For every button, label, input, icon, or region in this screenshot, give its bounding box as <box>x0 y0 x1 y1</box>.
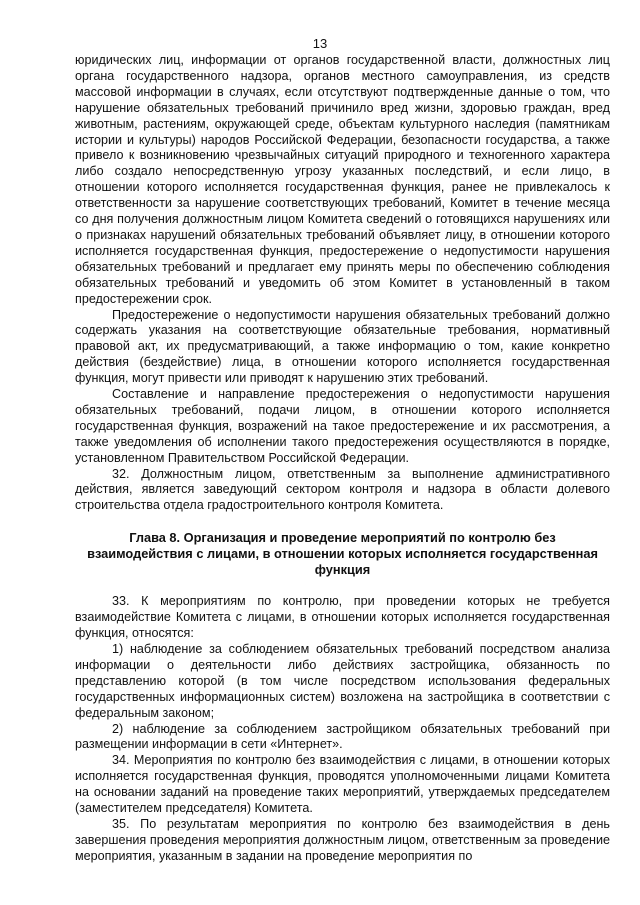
paragraph-33-item-1: 1) наблюдение за соблюдением обязательных требований посредством анализа информации о деятельности либо действиях застройщика, обязанность по представлению которой (в том числе посредством использования федеральных государственных информационных систем) возложена на застройщика в соответствии с федеральным законом; <box>75 642 610 720</box>
page-number: 13 <box>312 36 328 51</box>
paragraph-33-item-2: 2) наблюдение за соблюдением застройщиком обязательных требований при размещении информации в сети «Интернет». <box>75 721 610 752</box>
paragraph-warning-content: Предостережение о недопустимости нарушения обязательных требований должно содержать указания на соответствующие обязательные требования, нормативный правовой акт, их предусматривающий, а также информацию о том, какие конкретно действия (бездействие) лица, в отношении которого исполняется государственная функция, могут привести или приводят к нарушению этих требований. <box>75 307 610 386</box>
chapter-8-heading: Глава 8. Организация и проведение мероприятий по контролю без взаимодействия с лицами, в отношении которых исполняется государственная функция <box>87 530 598 578</box>
paragraph-33: 33. К мероприятиям по контролю, при проведении которых не требуется взаимодействие Комитета с лицами, в отношении которых исполняется государственная функция, относятся: <box>75 594 610 641</box>
paragraph-warning-procedure: Составление и направление предостережения о недопустимости нарушения обязательных требований, подачи лицом, в отношении которого исполняется государственная функция, возражений на такое предостережение и их рассмотрения, а также уведомления об исполнении такого предостережения осуществляются в порядке, установленном Правительством Российской Федерации. <box>75 387 610 465</box>
paragraph-continuation: юридических лиц, информации от органов государственной власти, должностных лиц органа государственного надзора, органов местного самоуправления, из средств массовой информации в случаях, если отсутствуют подтвержденные данные о том, что нарушение обязательных требований причинило вред жизни, здоровью граждан, вред животным, растениям, окружающей среде, объектам культурного наследия (памятникам истории и культуры) народов Российской Федерации, безопасности государства, а также привело к возникновению чрезвычайных ситуаций природного и техногенного характера либо создало непосредственную угрозу указанных последствий, и если лицо, в отношении которого исполняется государственная функция, ранее не привлекалось к ответственности за нарушение соответствующих требований, Комитет в течение месяца со дня получения должностным лицом Комитета сведений о готовящихся нарушениях или о признаках нарушений обязательных требований объявляет лицу, в отношении которого исполняется государственная функция, предостережение о недопустимости нарушения обязательных требований и предлагает ему принять меры по обеспечению соблюдения обязательных требований и уведомить об этом Комитет в установленный в таком предостережении срок. <box>75 53 610 306</box>
paragraph-35: 35. По результатам мероприятия по контролю без взаимодействия в день завершения проведения мероприятия должностным лицом, ответственным за проведение мероприятия, указанным в задании на проведение мероприятия по <box>75 816 610 863</box>
document-body <box>75 53 610 865</box>
paragraph-32: 32. Должностным лицом, ответственным за выполнение административного действия, является заведующий сектором контроля и надзора в области долевого строительства отдела градостроительного контроля Комитета. <box>75 466 610 513</box>
paragraph-34: 34. Мероприятия по контролю без взаимодействия с лицами, в отношении которых исполняется государственная функция, проводятся уполномоченными лицами Комитета на основании заданий на проведение таких мероприятий, утверждаемых председателем (заместителем председателя) Комитета. <box>75 753 610 816</box>
